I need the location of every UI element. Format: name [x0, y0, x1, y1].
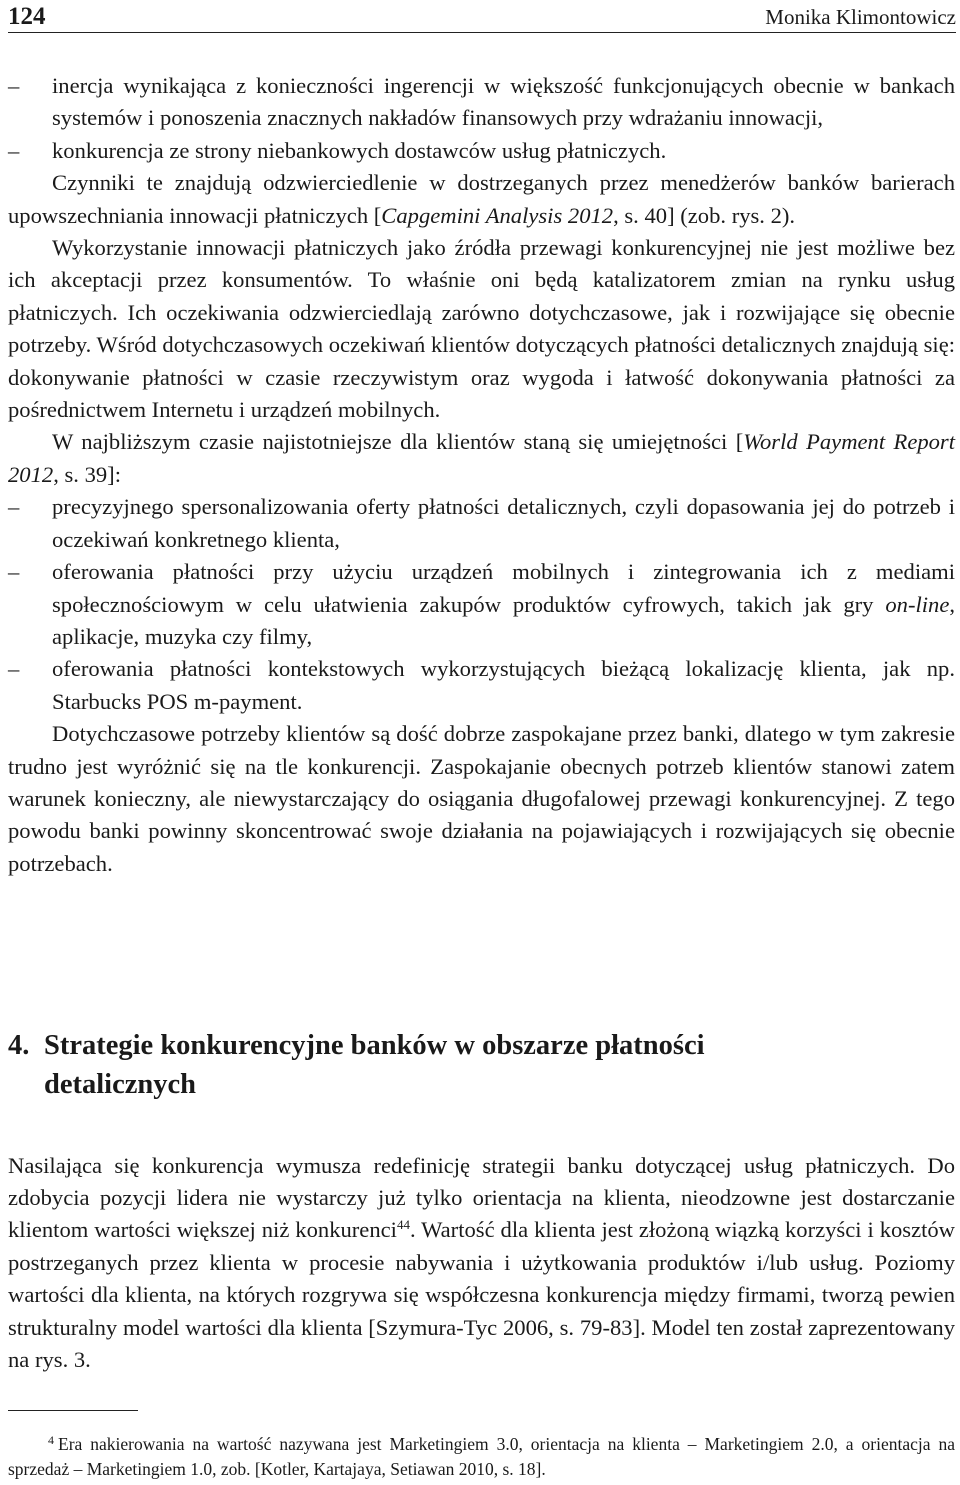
paragraph-text: , s. 39]:	[53, 461, 121, 487]
list-item	[8, 653, 955, 718]
paragraph-text: Czynniki te znajdują odzwierciedlenie w dostrzeganych przez menedżerów banków barierach upowszechniania innowacji płatniczych [	[8, 170, 955, 228]
footnote-text: Era nakierowania na wartość nazywana jest Marketingiem 3.0, orientacja na klienta – Marketingiem 2.0, a orientacja na sprzedaż – Marketingiem 1.0, zob. [Kotler, Kartajaya, Setiawan 2010, s. 18].	[8, 1434, 955, 1479]
list-item-text: , aplikacje, muzyka czy filmy,	[52, 591, 955, 649]
paragraph-text: . Wartość dla klienta jest złożoną wiązką korzyści i kosztów postrzeganych przez klienta w procesie nabywania i użytkowania produktów i/lub usług. Poziomy wartości dla klienta, na których rozgrywa się współczesna konkurencja między firmami, tworzą pewien strukturalny model wartości dla klienta [Szymura-Tyc 2006, s. 79-83]. Model ten został zaprezentowany na rys. 3.	[8, 1217, 955, 1373]
list-item-text: oferowania płatności przy użyciu urządzeń mobilnych i zintegrowania ich z mediami społecznościowym w celu ułatwienia zakupów produktów cyfrowych, takich jak gry	[52, 559, 955, 617]
section-title-line: detalicznych	[44, 1069, 196, 1100]
paragraph: Wykorzystanie innowacji płatniczych jako źródła przewagi konkurencyjnej nie jest możliwe bez ich akceptacji przez konsumentów. To właśnie oni będą katalizatorem zmian na rynku usług płatniczych. Ich oczekiwania odzwierciedlają zarówno dotychczasowe, jak i rozwijające się obecnie potrzeby. Wśród dotychczasowych oczekiwań klientów dotyczących płatności detalicznych znajdują się: dokonywanie płatności w czasie rzeczywistym oraz wygoda i łatwość dokonywania płatności za pośrednictwem Internetu i urządzeń mobilnych.	[8, 235, 955, 423]
list-item	[8, 491, 955, 556]
footnote-number: 4	[48, 1433, 54, 1447]
paragraph-text: Nasilająca się konkurencja wymusza redefinicję strategii banku dotyczącej usług płatniczych. Do zdobycia pozycji lidera nie wystarczy już tylko orientacja na klienta, nieodzowne jest dostarczanie klientom wartości większej niż konkurenci	[8, 1152, 955, 1243]
list-item	[8, 556, 955, 653]
list-item-text: konkurencja ze strony niebankowych dostawców usług płatniczych.	[52, 137, 667, 163]
list-item-text: precyzyjnego spersonalizowania oferty płatności detalicznych, czyli dopasowania jej do potrzeb i oczekiwań konkretnego klienta,	[52, 494, 955, 552]
section-heading	[8, 1026, 948, 1104]
citation: World Payment Report 2012	[8, 429, 956, 487]
page-header	[8, 2, 956, 33]
paragraph: Dotychczasowe potrzeby klientów są dość dobrze zaspokajane przez banki, dlatego w tym zakresie trudno jest wyróżnić się na tle konkurencji. Zaspokajanie obecnych potrzeb klientów stanowi zatem warunek konieczny, ale niewystarczający do osiągania długofalowej przewagi konkurencyjnej. Z tego powodu banki powinny skoncentrować swoje działania na pojawiających i rozwijających się obecnie potrzebach.	[8, 721, 955, 876]
section-title-line	[8, 1026, 948, 1065]
list-dash: –	[8, 559, 20, 585]
paragraph	[8, 1150, 955, 1377]
paragraph	[8, 426, 955, 491]
list-item-text: inercja wynikająca z konieczności ingerencji w większość funkcjonujących obecnie w bankach systemów i ponoszenia znacznych nakładów finansowych przy wdrażaniu innowacji,	[52, 73, 955, 131]
footnote-divider	[8, 1410, 138, 1411]
list-item-text: oferowania płatności kontekstowych wykorzystujących bieżącą lokalizację klienta, jak np. Starbucks POS m-payment.	[52, 656, 955, 714]
body-text	[8, 70, 955, 880]
running-head-author: Monika Klimontowicz	[765, 5, 956, 29]
list-dash: –	[8, 73, 20, 98]
page-number: 124	[8, 3, 46, 30]
list-dash: –	[8, 494, 20, 520]
section-title: Strategie konkurencyjne banków w obszarze płatności	[44, 1030, 705, 1061]
list-item	[8, 70, 955, 135]
citation: Capgemini Analysis 2012	[381, 202, 614, 228]
list-dash: –	[8, 656, 20, 682]
list-dash: –	[8, 137, 20, 163]
paragraph-text: , s. 40] (zob. rys. 2).	[613, 202, 796, 228]
paragraph-text: W najbliższym czasie najistotniejsze dla klientów staną się umiejętności [	[52, 429, 744, 455]
section-number: 4.	[8, 1030, 30, 1061]
italic-term: on-line	[885, 591, 950, 617]
list-item	[8, 135, 955, 167]
footnote	[8, 1432, 955, 1482]
section-body	[8, 1127, 955, 1399]
footnote-ref[interactable]: 44	[396, 1217, 410, 1233]
paragraph	[8, 167, 955, 232]
